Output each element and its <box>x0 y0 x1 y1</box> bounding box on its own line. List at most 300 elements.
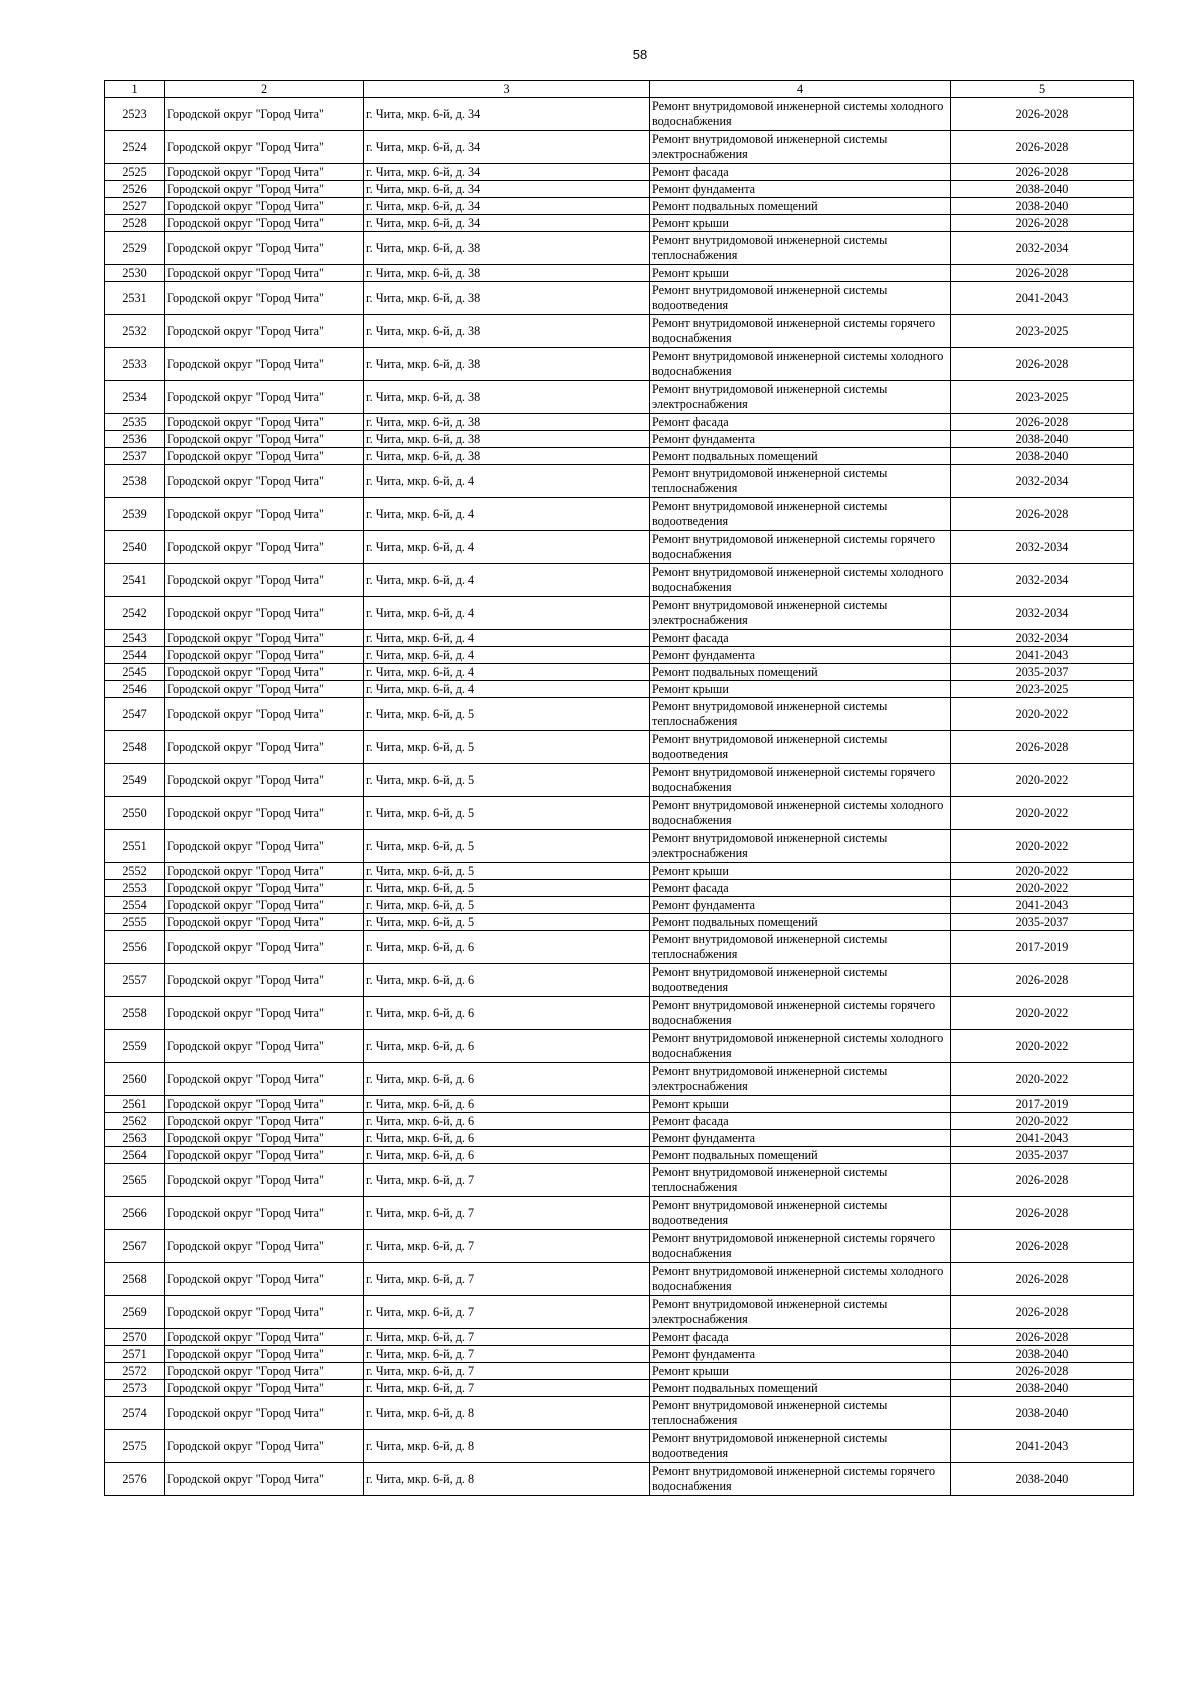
cell-municipality: Городской округ "Город Чита" <box>165 630 364 647</box>
table-row <box>105 1164 1134 1197</box>
cell-municipality: Городской округ "Город Чита" <box>165 797 364 830</box>
cell-row-number: 2566 <box>105 1197 165 1230</box>
cell-municipality: Городской округ "Город Чита" <box>165 1363 364 1380</box>
column-header-1: 1 <box>105 81 165 98</box>
cell-period: 2020-2022 <box>951 698 1134 731</box>
table-row <box>105 1230 1134 1263</box>
cell-address: г. Чита, мкр. 6-й, д. 34 <box>364 164 650 181</box>
cell-municipality: Городской округ "Город Чита" <box>165 1346 364 1363</box>
cell-row-number: 2576 <box>105 1463 165 1496</box>
cell-period: 2032-2034 <box>951 564 1134 597</box>
cell-row-number: 2533 <box>105 348 165 381</box>
cell-row-number: 2575 <box>105 1430 165 1463</box>
table-row <box>105 1363 1134 1380</box>
table-row <box>105 1096 1134 1113</box>
cell-work-type: Ремонт внутридомовой инженерной системы горячего водоснабжения <box>650 997 951 1030</box>
cell-municipality: Городской округ "Город Чита" <box>165 98 364 131</box>
cell-address: г. Чита, мкр. 6-й, д. 4 <box>364 465 650 498</box>
cell-period: 2026-2028 <box>951 1230 1134 1263</box>
cell-municipality: Городской округ "Город Чита" <box>165 414 364 431</box>
cell-period: 2023-2025 <box>951 381 1134 414</box>
cell-work-type: Ремонт фасада <box>650 414 951 431</box>
cell-address: г. Чита, мкр. 6-й, д. 38 <box>364 348 650 381</box>
cell-address: г. Чита, мкр. 6-й, д. 38 <box>364 282 650 315</box>
table-row <box>105 181 1134 198</box>
cell-row-number: 2526 <box>105 181 165 198</box>
cell-work-type: Ремонт подвальных помещений <box>650 1147 951 1164</box>
cell-row-number: 2548 <box>105 731 165 764</box>
cell-municipality: Городской округ "Город Чита" <box>165 863 364 880</box>
table-row <box>105 830 1134 863</box>
table-row <box>105 448 1134 465</box>
table-row <box>105 797 1134 830</box>
cell-work-type: Ремонт фасада <box>650 1329 951 1346</box>
table-row <box>105 531 1134 564</box>
cell-municipality: Городской округ "Город Чита" <box>165 681 364 698</box>
cell-work-type: Ремонт внутридомовой инженерной системы холодного водоснабжения <box>650 348 951 381</box>
cell-work-type: Ремонт крыши <box>650 863 951 880</box>
cell-address: г. Чита, мкр. 6-й, д. 5 <box>364 731 650 764</box>
cell-address: г. Чита, мкр. 6-й, д. 4 <box>364 564 650 597</box>
cell-work-type: Ремонт фундамента <box>650 1346 951 1363</box>
cell-address: г. Чита, мкр. 6-й, д. 6 <box>364 931 650 964</box>
table-row <box>105 597 1134 630</box>
cell-period: 2020-2022 <box>951 797 1134 830</box>
table-row <box>105 1463 1134 1496</box>
cell-row-number: 2563 <box>105 1130 165 1147</box>
cell-address: г. Чита, мкр. 6-й, д. 5 <box>364 830 650 863</box>
cell-work-type: Ремонт внутридомовой инженерной системы горячего водоснабжения <box>650 315 951 348</box>
cell-period: 2026-2028 <box>951 164 1134 181</box>
cell-period: 2017-2019 <box>951 1096 1134 1113</box>
table-row <box>105 282 1134 315</box>
cell-work-type: Ремонт крыши <box>650 215 951 232</box>
cell-row-number: 2528 <box>105 215 165 232</box>
cell-row-number: 2567 <box>105 1230 165 1263</box>
cell-period: 2038-2040 <box>951 198 1134 215</box>
table-row <box>105 1147 1134 1164</box>
cell-address: г. Чита, мкр. 6-й, д. 6 <box>364 1147 650 1164</box>
cell-municipality: Городской округ "Город Чита" <box>165 215 364 232</box>
cell-address: г. Чита, мкр. 6-й, д. 5 <box>364 764 650 797</box>
table-row <box>105 1430 1134 1463</box>
table-row <box>105 198 1134 215</box>
cell-period: 2026-2028 <box>951 348 1134 381</box>
cell-work-type: Ремонт фасада <box>650 880 951 897</box>
table-row <box>105 764 1134 797</box>
cell-period: 2038-2040 <box>951 1346 1134 1363</box>
cell-work-type: Ремонт подвальных помещений <box>650 1380 951 1397</box>
cell-municipality: Городской округ "Город Чита" <box>165 564 364 597</box>
table-row <box>105 1296 1134 1329</box>
cell-municipality: Городской округ "Город Чита" <box>165 1329 364 1346</box>
cell-municipality: Городской округ "Город Чита" <box>165 498 364 531</box>
table-row <box>105 348 1134 381</box>
table-row <box>105 381 1134 414</box>
cell-municipality: Городской округ "Город Чита" <box>165 1263 364 1296</box>
cell-address: г. Чита, мкр. 6-й, д. 34 <box>364 215 650 232</box>
table-row <box>105 465 1134 498</box>
table-row <box>105 1130 1134 1147</box>
cell-work-type: Ремонт внутридомовой инженерной системы водоотведения <box>650 731 951 764</box>
cell-address: г. Чита, мкр. 6-й, д. 5 <box>364 797 650 830</box>
cell-address: г. Чита, мкр. 6-й, д. 7 <box>364 1363 650 1380</box>
cell-address: г. Чита, мкр. 6-й, д. 34 <box>364 131 650 164</box>
table-row <box>105 431 1134 448</box>
cell-period: 2026-2028 <box>951 1363 1134 1380</box>
cell-municipality: Городской округ "Город Чита" <box>165 664 364 681</box>
cell-work-type: Ремонт подвальных помещений <box>650 198 951 215</box>
cell-row-number: 2555 <box>105 914 165 931</box>
table-row <box>105 315 1134 348</box>
cell-period: 2032-2034 <box>951 597 1134 630</box>
cell-period: 2026-2028 <box>951 265 1134 282</box>
cell-period: 2026-2028 <box>951 731 1134 764</box>
cell-work-type: Ремонт внутридомовой инженерной системы теплоснабжения <box>650 232 951 265</box>
cell-address: г. Чита, мкр. 6-й, д. 7 <box>364 1230 650 1263</box>
cell-municipality: Городской округ "Город Чита" <box>165 1430 364 1463</box>
column-header-5: 5 <box>951 81 1134 98</box>
cell-period: 2041-2043 <box>951 1430 1134 1463</box>
cell-period: 2041-2043 <box>951 282 1134 315</box>
cell-address: г. Чита, мкр. 6-й, д. 6 <box>364 964 650 997</box>
cell-address: г. Чита, мкр. 6-й, д. 34 <box>364 198 650 215</box>
cell-address: г. Чита, мкр. 6-й, д. 38 <box>364 448 650 465</box>
cell-period: 2026-2028 <box>951 414 1134 431</box>
cell-address: г. Чита, мкр. 6-й, д. 4 <box>364 597 650 630</box>
cell-row-number: 2544 <box>105 647 165 664</box>
cell-work-type: Ремонт фундамента <box>650 431 951 448</box>
cell-row-number: 2524 <box>105 131 165 164</box>
cell-municipality: Городской округ "Город Чита" <box>165 1463 364 1496</box>
cell-municipality: Городской округ "Город Чита" <box>165 731 364 764</box>
cell-address: г. Чита, мкр. 6-й, д. 5 <box>364 914 650 931</box>
cell-work-type: Ремонт внутридомовой инженерной системы холодного водоснабжения <box>650 1030 951 1063</box>
cell-work-type: Ремонт внутридомовой инженерной системы горячего водоснабжения <box>650 1230 951 1263</box>
cell-row-number: 2535 <box>105 414 165 431</box>
cell-row-number: 2537 <box>105 448 165 465</box>
cell-work-type: Ремонт фасада <box>650 1113 951 1130</box>
cell-work-type: Ремонт внутридомовой инженерной системы холодного водоснабжения <box>650 797 951 830</box>
cell-municipality: Городской округ "Город Чита" <box>165 1397 364 1430</box>
cell-municipality: Городской округ "Город Чита" <box>165 1063 364 1096</box>
cell-address: г. Чита, мкр. 6-й, д. 7 <box>364 1263 650 1296</box>
table-row <box>105 215 1134 232</box>
cell-address: г. Чита, мкр. 6-й, д. 5 <box>364 880 650 897</box>
cell-row-number: 2573 <box>105 1380 165 1397</box>
cell-municipality: Городской округ "Город Чита" <box>165 282 364 315</box>
cell-address: г. Чита, мкр. 6-й, д. 7 <box>364 1296 650 1329</box>
cell-municipality: Городской округ "Город Чита" <box>165 1296 364 1329</box>
cell-work-type: Ремонт фундамента <box>650 1130 951 1147</box>
cell-address: г. Чита, мкр. 6-й, д. 38 <box>364 381 650 414</box>
cell-period: 2020-2022 <box>951 764 1134 797</box>
cell-work-type: Ремонт внутридомовой инженерной системы теплоснабжения <box>650 465 951 498</box>
cell-address: г. Чита, мкр. 6-й, д. 8 <box>364 1430 650 1463</box>
cell-municipality: Городской округ "Город Чита" <box>165 597 364 630</box>
cell-period: 2032-2034 <box>951 232 1134 265</box>
table-row <box>105 1197 1134 1230</box>
cell-row-number: 2558 <box>105 997 165 1030</box>
cell-row-number: 2559 <box>105 1030 165 1063</box>
cell-row-number: 2549 <box>105 764 165 797</box>
cell-period: 2026-2028 <box>951 215 1134 232</box>
cell-row-number: 2542 <box>105 597 165 630</box>
cell-address: г. Чита, мкр. 6-й, д. 5 <box>364 698 650 731</box>
cell-row-number: 2557 <box>105 964 165 997</box>
cell-row-number: 2565 <box>105 1164 165 1197</box>
table-row <box>105 414 1134 431</box>
cell-address: г. Чита, мкр. 6-й, д. 38 <box>364 431 650 448</box>
table-row <box>105 1063 1134 1096</box>
cell-address: г. Чита, мкр. 6-й, д. 5 <box>364 897 650 914</box>
cell-row-number: 2568 <box>105 1263 165 1296</box>
table-row <box>105 232 1134 265</box>
cell-municipality: Городской округ "Город Чита" <box>165 931 364 964</box>
cell-address: г. Чита, мкр. 6-й, д. 6 <box>364 1096 650 1113</box>
cell-municipality: Городской округ "Город Чита" <box>165 431 364 448</box>
cell-municipality: Городской округ "Город Чита" <box>165 1147 364 1164</box>
cell-municipality: Городской округ "Город Чита" <box>165 698 364 731</box>
cell-row-number: 2536 <box>105 431 165 448</box>
cell-address: г. Чита, мкр. 6-й, д. 4 <box>364 498 650 531</box>
cell-municipality: Городской округ "Город Чита" <box>165 1380 364 1397</box>
column-header-4: 4 <box>650 81 951 98</box>
cell-period: 2026-2028 <box>951 131 1134 164</box>
table-row <box>105 131 1134 164</box>
cell-address: г. Чита, мкр. 6-й, д. 4 <box>364 630 650 647</box>
cell-period: 2038-2040 <box>951 448 1134 465</box>
cell-period: 2041-2043 <box>951 1130 1134 1147</box>
table-row <box>105 1030 1134 1063</box>
cell-work-type: Ремонт внутридомовой инженерной системы теплоснабжения <box>650 1397 951 1430</box>
table-header <box>105 81 1134 98</box>
cell-address: г. Чита, мкр. 6-й, д. 5 <box>364 863 650 880</box>
cell-work-type: Ремонт внутридомовой инженерной системы горячего водоснабжения <box>650 1463 951 1496</box>
cell-period: 2026-2028 <box>951 1329 1134 1346</box>
cell-period: 2020-2022 <box>951 880 1134 897</box>
column-header-2: 2 <box>165 81 364 98</box>
cell-period: 2020-2022 <box>951 1030 1134 1063</box>
cell-address: г. Чита, мкр. 6-й, д. 38 <box>364 315 650 348</box>
cell-period: 2032-2034 <box>951 630 1134 647</box>
cell-municipality: Городской округ "Город Чита" <box>165 647 364 664</box>
table-row <box>105 647 1134 664</box>
cell-address: г. Чита, мкр. 6-й, д. 4 <box>364 681 650 698</box>
cell-work-type: Ремонт фундамента <box>650 897 951 914</box>
cell-work-type: Ремонт подвальных помещений <box>650 448 951 465</box>
cell-address: г. Чита, мкр. 6-й, д. 34 <box>364 98 650 131</box>
cell-municipality: Городской округ "Город Чита" <box>165 914 364 931</box>
cell-work-type: Ремонт фундамента <box>650 181 951 198</box>
cell-work-type: Ремонт внутридомовой инженерной системы электроснабжения <box>650 131 951 164</box>
cell-address: г. Чита, мкр. 6-й, д. 38 <box>364 414 650 431</box>
cell-work-type: Ремонт крыши <box>650 1363 951 1380</box>
table-row <box>105 731 1134 764</box>
table-row <box>105 265 1134 282</box>
table-row <box>105 1113 1134 1130</box>
cell-address: г. Чита, мкр. 6-й, д. 34 <box>364 181 650 198</box>
cell-address: г. Чита, мкр. 6-й, д. 6 <box>364 1063 650 1096</box>
cell-row-number: 2527 <box>105 198 165 215</box>
cell-municipality: Городской округ "Город Чита" <box>165 897 364 914</box>
cell-work-type: Ремонт внутридомовой инженерной системы теплоснабжения <box>650 1164 951 1197</box>
cell-work-type: Ремонт крыши <box>650 265 951 282</box>
table-row <box>105 931 1134 964</box>
cell-row-number: 2556 <box>105 931 165 964</box>
table-row <box>105 863 1134 880</box>
table-row <box>105 1397 1134 1430</box>
table-row <box>105 914 1134 931</box>
cell-work-type: Ремонт внутридомовой инженерной системы электроснабжения <box>650 1296 951 1329</box>
cell-address: г. Чита, мкр. 6-й, д. 7 <box>364 1197 650 1230</box>
cell-period: 2020-2022 <box>951 1113 1134 1130</box>
cell-municipality: Городской округ "Город Чита" <box>165 964 364 997</box>
cell-row-number: 2547 <box>105 698 165 731</box>
table-body <box>105 98 1134 1496</box>
cell-work-type: Ремонт внутридомовой инженерной системы водоотведения <box>650 282 951 315</box>
cell-address: г. Чита, мкр. 6-й, д. 6 <box>364 1030 650 1063</box>
cell-row-number: 2543 <box>105 630 165 647</box>
cell-work-type: Ремонт внутридомовой инженерной системы холодного водоснабжения <box>650 564 951 597</box>
cell-address: г. Чита, мкр. 6-й, д. 38 <box>364 232 650 265</box>
cell-period: 2026-2028 <box>951 964 1134 997</box>
cell-municipality: Городской округ "Город Чита" <box>165 997 364 1030</box>
cell-period: 2026-2028 <box>951 1296 1134 1329</box>
cell-row-number: 2551 <box>105 830 165 863</box>
cell-row-number: 2529 <box>105 232 165 265</box>
cell-row-number: 2546 <box>105 681 165 698</box>
cell-municipality: Городской округ "Город Чита" <box>165 348 364 381</box>
cell-address: г. Чита, мкр. 6-й, д. 7 <box>364 1164 650 1197</box>
cell-row-number: 2540 <box>105 531 165 564</box>
cell-work-type: Ремонт внутридомовой инженерной системы водоотведения <box>650 1430 951 1463</box>
table-row <box>105 564 1134 597</box>
cell-period: 2026-2028 <box>951 1263 1134 1296</box>
cell-work-type: Ремонт крыши <box>650 1096 951 1113</box>
cell-row-number: 2545 <box>105 664 165 681</box>
cell-municipality: Городской округ "Город Чита" <box>165 131 364 164</box>
cell-work-type: Ремонт внутридомовой инженерной системы электроснабжения <box>650 830 951 863</box>
cell-municipality: Городской округ "Город Чита" <box>165 164 364 181</box>
cell-row-number: 2541 <box>105 564 165 597</box>
cell-municipality: Городской округ "Город Чита" <box>165 764 364 797</box>
cell-period: 2035-2037 <box>951 914 1134 931</box>
table-header-row <box>105 81 1134 98</box>
cell-municipality: Городской округ "Город Чита" <box>165 181 364 198</box>
cell-municipality: Городской округ "Город Чита" <box>165 448 364 465</box>
cell-municipality: Городской округ "Город Чита" <box>165 381 364 414</box>
cell-period: 2020-2022 <box>951 997 1134 1030</box>
cell-period: 2020-2022 <box>951 863 1134 880</box>
cell-municipality: Городской округ "Город Чита" <box>165 465 364 498</box>
cell-municipality: Городской округ "Город Чита" <box>165 1130 364 1147</box>
cell-municipality: Городской округ "Город Чита" <box>165 880 364 897</box>
cell-period: 2041-2043 <box>951 647 1134 664</box>
cell-row-number: 2562 <box>105 1113 165 1130</box>
cell-municipality: Городской округ "Город Чита" <box>165 232 364 265</box>
cell-period: 2023-2025 <box>951 315 1134 348</box>
cell-period: 2023-2025 <box>951 681 1134 698</box>
cell-municipality: Городской округ "Город Чита" <box>165 1096 364 1113</box>
cell-address: г. Чита, мкр. 6-й, д. 4 <box>364 647 650 664</box>
table-row <box>105 98 1134 131</box>
table-row <box>105 630 1134 647</box>
column-header-3: 3 <box>364 81 650 98</box>
cell-work-type: Ремонт фундамента <box>650 647 951 664</box>
table-row <box>105 1346 1134 1363</box>
cell-municipality: Городской округ "Город Чита" <box>165 1230 364 1263</box>
cell-period: 2038-2040 <box>951 181 1134 198</box>
cell-row-number: 2560 <box>105 1063 165 1096</box>
cell-municipality: Городской округ "Город Чита" <box>165 1197 364 1230</box>
table-row <box>105 1380 1134 1397</box>
cell-municipality: Городской округ "Город Чита" <box>165 1113 364 1130</box>
cell-row-number: 2531 <box>105 282 165 315</box>
cell-work-type: Ремонт подвальных помещений <box>650 914 951 931</box>
cell-address: г. Чита, мкр. 6-й, д. 7 <box>364 1380 650 1397</box>
cell-work-type: Ремонт внутридомовой инженерной системы электроснабжения <box>650 597 951 630</box>
cell-work-type: Ремонт подвальных помещений <box>650 664 951 681</box>
table-row <box>105 997 1134 1030</box>
page-number: 58 <box>632 47 648 62</box>
cell-municipality: Городской округ "Город Чита" <box>165 198 364 215</box>
cell-work-type: Ремонт внутридомовой инженерной системы теплоснабжения <box>650 698 951 731</box>
cell-municipality: Городской округ "Город Чита" <box>165 830 364 863</box>
cell-row-number: 2572 <box>105 1363 165 1380</box>
cell-row-number: 2539 <box>105 498 165 531</box>
cell-row-number: 2532 <box>105 315 165 348</box>
cell-work-type: Ремонт внутридомовой инженерной системы электроснабжения <box>650 381 951 414</box>
cell-work-type: Ремонт внутридомовой инженерной системы горячего водоснабжения <box>650 531 951 564</box>
cell-row-number: 2550 <box>105 797 165 830</box>
cell-address: г. Чита, мкр. 6-й, д. 6 <box>364 997 650 1030</box>
cell-address: г. Чита, мкр. 6-й, д. 6 <box>364 1113 650 1130</box>
cell-row-number: 2554 <box>105 897 165 914</box>
cell-address: г. Чита, мкр. 6-й, д. 38 <box>364 265 650 282</box>
cell-municipality: Городской округ "Город Чита" <box>165 315 364 348</box>
cell-work-type: Ремонт внутридомовой инженерной системы холодного водоснабжения <box>650 1263 951 1296</box>
cell-municipality: Городской округ "Город Чита" <box>165 1164 364 1197</box>
cell-period: 2026-2028 <box>951 98 1134 131</box>
table-row <box>105 897 1134 914</box>
cell-address: г. Чита, мкр. 6-й, д. 7 <box>364 1346 650 1363</box>
cell-row-number: 2574 <box>105 1397 165 1430</box>
table-row <box>105 1263 1134 1296</box>
cell-address: г. Чита, мкр. 6-й, д. 8 <box>364 1463 650 1496</box>
cell-period: 2032-2034 <box>951 465 1134 498</box>
cell-address: г. Чита, мкр. 6-й, д. 7 <box>364 1329 650 1346</box>
cell-row-number: 2571 <box>105 1346 165 1363</box>
cell-period: 2017-2019 <box>951 931 1134 964</box>
cell-address: г. Чита, мкр. 6-й, д. 8 <box>364 1397 650 1430</box>
cell-row-number: 2564 <box>105 1147 165 1164</box>
table-row <box>105 964 1134 997</box>
cell-work-type: Ремонт внутридомовой инженерной системы водоотведения <box>650 1197 951 1230</box>
cell-work-type: Ремонт внутридомовой инженерной системы электроснабжения <box>650 1063 951 1096</box>
cell-work-type: Ремонт внутридомовой инженерной системы горячего водоснабжения <box>650 764 951 797</box>
cell-row-number: 2530 <box>105 265 165 282</box>
cell-period: 2026-2028 <box>951 1164 1134 1197</box>
cell-row-number: 2553 <box>105 880 165 897</box>
cell-period: 2035-2037 <box>951 664 1134 681</box>
table-row <box>105 698 1134 731</box>
cell-row-number: 2561 <box>105 1096 165 1113</box>
cell-period: 2026-2028 <box>951 1197 1134 1230</box>
data-table <box>104 80 1134 1496</box>
cell-address: г. Чита, мкр. 6-й, д. 6 <box>364 1130 650 1147</box>
cell-row-number: 2552 <box>105 863 165 880</box>
